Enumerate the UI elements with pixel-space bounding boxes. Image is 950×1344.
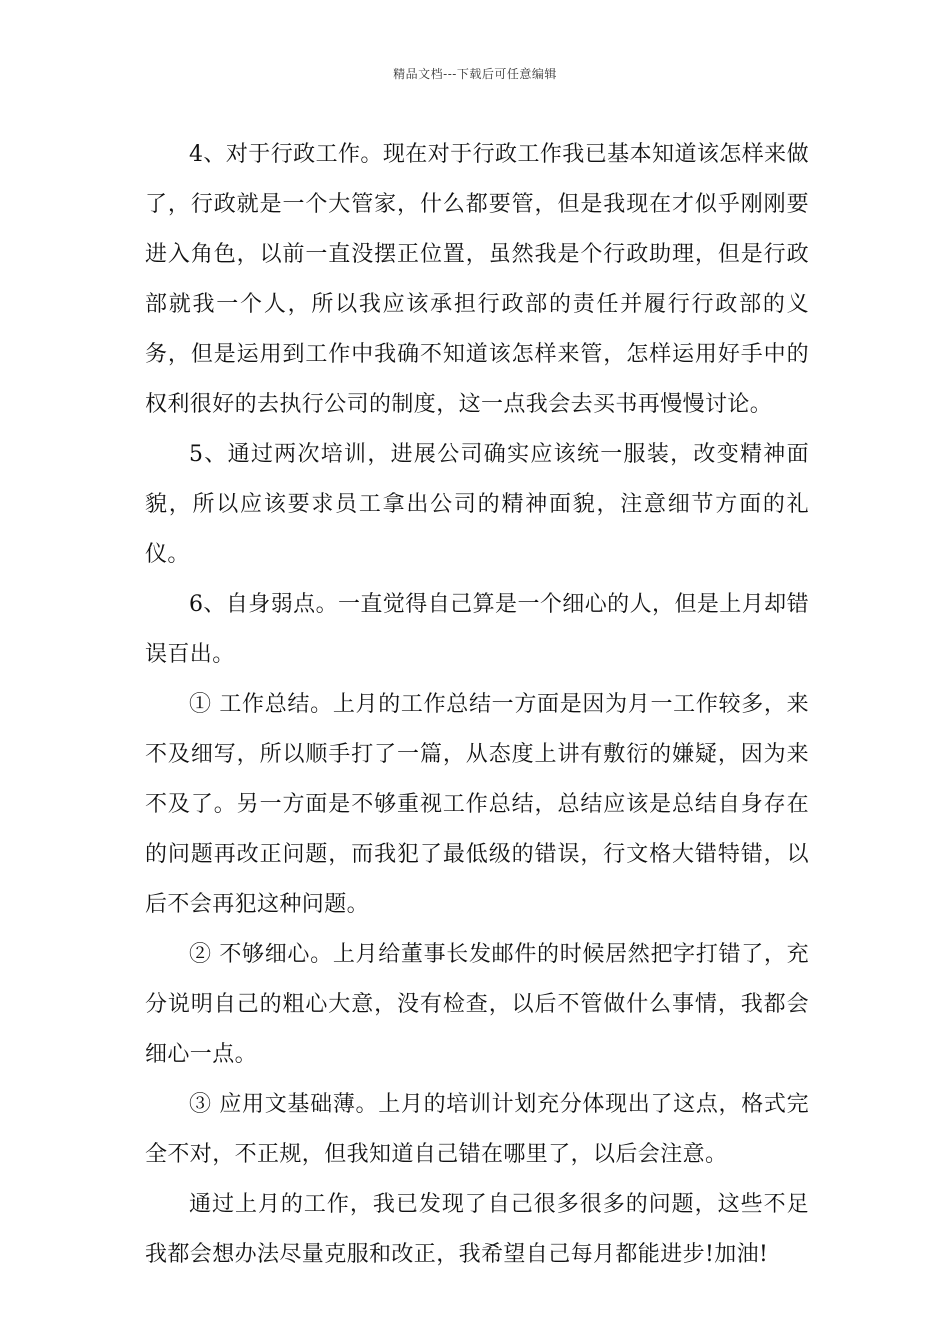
- paragraph-administrative-work: 4、对于行政工作。现在对于行政工作我已基本知道该怎样来做了，行政就是一个大管家，什么都要管，但是我现在才似乎刚刚要进入角色，以前一直没摆正位置，虽然我是个行政助理，但是行政部就我一个人，所以我应该承担行政部的责任并履行行政部的义务，但是运用到工作中我确不知道该怎样来管，怎样运用好手中的权利很好的去执行公司的制度，这一点我会去买书再慢慢讨论。: [145, 142, 809, 417]
- paragraph-writing-basics: ③ 应用文基础薄。上月的培训计划充分体现出了这点，格式完全不对，不正规，但我知道自己错在哪里了，以后会注意。: [145, 1092, 809, 1167]
- paragraph-work-summary: ① 工作总结。上月的工作总结一方面是因为月一工作较多，来不及细写，所以顺手打了一篇，从态度上讲有敷衍的嫌疑，因为来不及了。另一方面是不够重视工作总结，总结应该是总结自身存在的问题再改正问题，而我犯了最低级的错误，行文格大错特错，以后不会再犯这种问题。: [145, 692, 809, 917]
- page-header: 精品文档---下载后可任意编辑: [393, 67, 557, 81]
- paragraph-weaknesses: 6、自身弱点。一直觉得自己算是一个细心的人，但是上月却错误百出。: [145, 592, 809, 667]
- paragraph-not-careful: ② 不够细心。上月给董事长发邮件的时候居然把字打错了，充分说明自己的粗心大意，没有检查，以后不管做什么事情，我都会细心一点。: [145, 942, 809, 1067]
- paragraph-training: 5、通过两次培训，进展公司确实应该统一服装，改变精神面貌，所以应该要求员工拿出公司的精神面貌，注意细节方面的礼仪。: [145, 442, 809, 567]
- paragraph-conclusion: 通过上月的工作，我已发现了自己很多很多的问题，这些不足我都会想办法尽量克服和改正，我希望自己每月都能进步!加油!: [145, 1192, 809, 1267]
- document-body: [145, 130, 809, 1280]
